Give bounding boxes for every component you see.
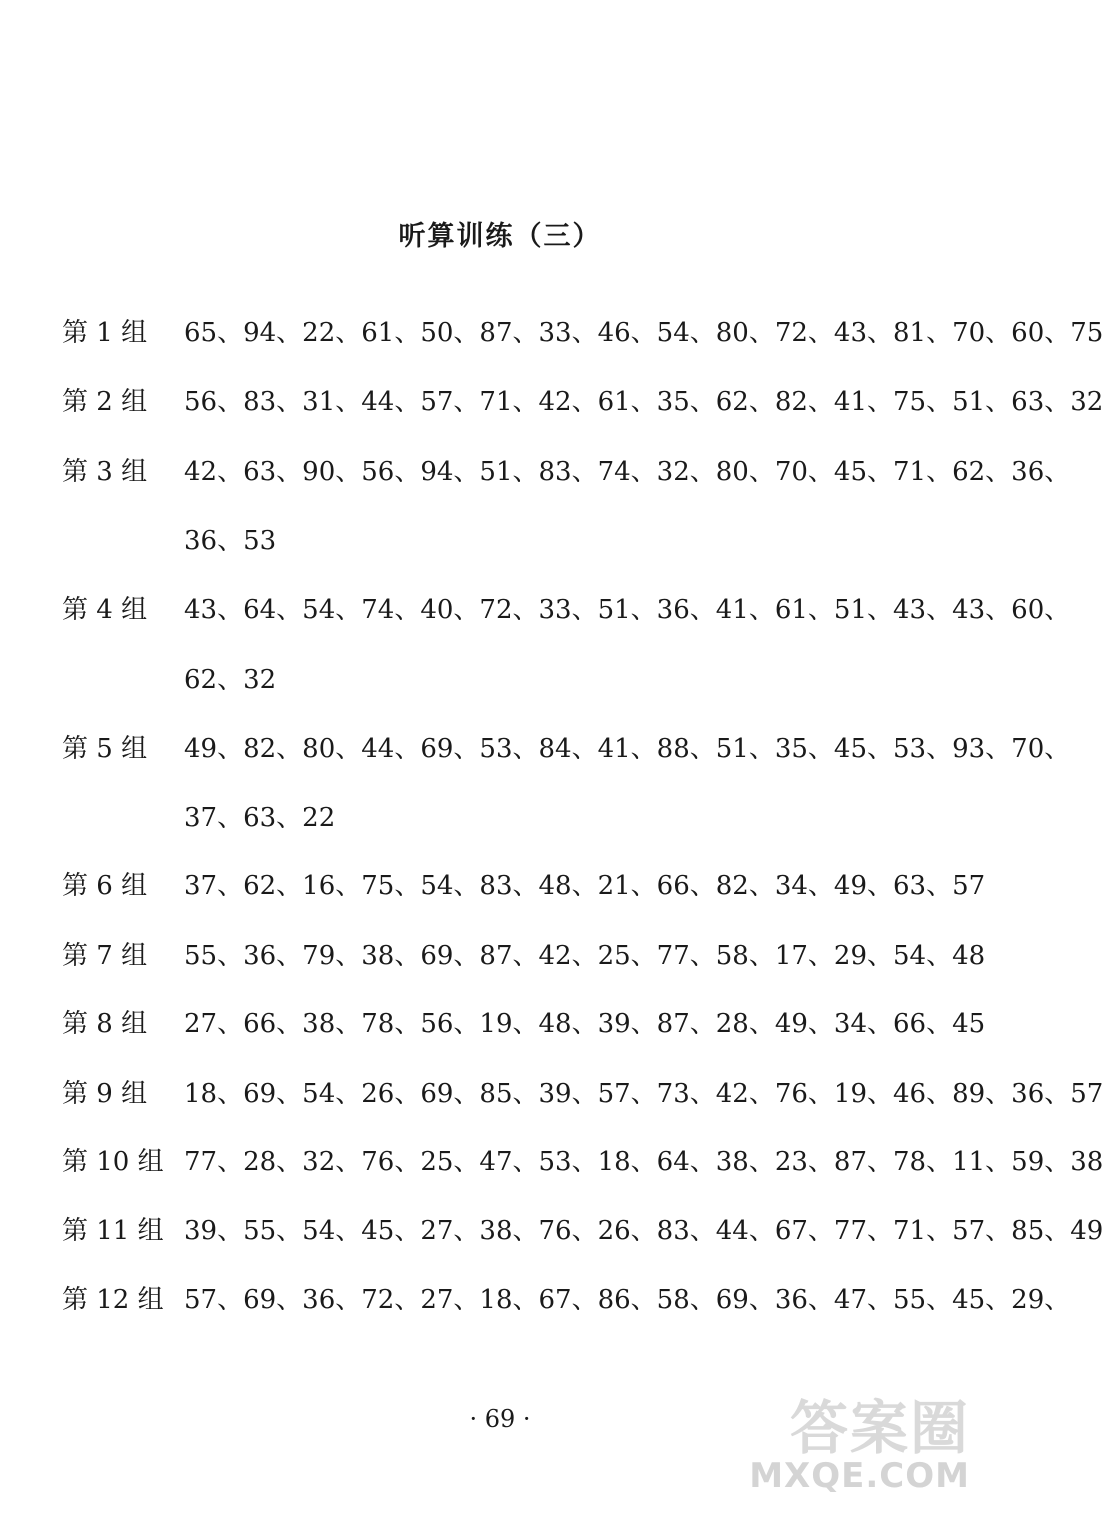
group-row — [62, 1211, 1103, 1251]
group-numbers: 65、94、22、61、50、87、33、46、54、80、72、43、81、70、60、75 — [184, 318, 1103, 348]
group-label: 第 4 组 — [62, 595, 148, 625]
group-label: 第 3 组 — [62, 457, 148, 487]
group-numbers-continued: 62、32 — [184, 665, 277, 695]
group-row — [62, 936, 985, 976]
group-numbers: 37、62、16、75、54、83、48、21、66、82、34、49、63、57 — [184, 871, 986, 901]
group-row — [62, 313, 1103, 353]
site-watermark — [749, 1381, 970, 1496]
page-title: 听算训练（三） — [398, 221, 602, 252]
group-numbers: 42、63、90、56、94、51、83、74、32、80、70、45、71、62、36、 — [184, 457, 1071, 487]
group-numbers-continued: 37、63、22 — [184, 803, 336, 833]
group-label: 第 5 组 — [62, 734, 148, 764]
group-label: 第 9 组 — [62, 1079, 148, 1109]
group-numbers: 77、28、32、76、25、47、53、18、64、38、23、87、78、11、59、38 — [184, 1147, 1103, 1177]
group-numbers: 43、64、54、74、40、72、33、51、36、41、61、51、43、43、60、 — [184, 595, 1071, 625]
group-row — [62, 1280, 1070, 1320]
group-label: 第 8 组 — [62, 1009, 148, 1039]
group-row — [62, 1074, 1103, 1114]
group-label: 第 1 组 — [62, 318, 148, 348]
group-numbers: 39、55、54、45、27、38、76、26、83、44、67、77、71、57、85、49 — [184, 1216, 1103, 1246]
group-row — [62, 729, 1070, 769]
group-label: 第 10 组 — [62, 1147, 164, 1177]
group-row — [62, 1004, 985, 1044]
page-number: · 69 · — [469, 1405, 531, 1433]
watermark-url: MXQE.COM — [749, 1456, 970, 1496]
group-label: 第 2 组 — [62, 387, 148, 417]
group-numbers: 18、69、54、26、69、85、39、57、73、42、76、19、46、89、36、57 — [184, 1079, 1103, 1109]
group-numbers: 57、69、36、72、27、18、67、86、58、69、36、47、55、45、29、 — [184, 1285, 1071, 1315]
group-row — [62, 590, 1070, 630]
group-numbers: 56、83、31、44、57、71、42、61、35、62、82、41、75、51、63、32 — [184, 387, 1103, 417]
group-numbers: 27、66、38、78、56、19、48、39、87、28、49、34、66、45 — [184, 1009, 986, 1039]
group-label: 第 6 组 — [62, 871, 148, 901]
group-row — [62, 452, 1070, 492]
group-numbers: 55、36、79、38、69、87、42、25、77、58、17、29、54、48 — [184, 941, 986, 971]
group-numbers-continued: 36、53 — [184, 526, 277, 556]
group-row — [62, 1142, 1103, 1182]
group-label: 第 7 组 — [62, 941, 148, 971]
group-label: 第 12 组 — [62, 1285, 164, 1315]
group-label: 第 11 组 — [62, 1216, 164, 1246]
group-row — [62, 382, 1103, 422]
group-numbers: 49、82、80、44、69、53、84、41、88、51、35、45、53、93、70、 — [184, 734, 1071, 764]
watermark-logo-text: 答案圈 — [789, 1394, 970, 1462]
group-row — [62, 866, 985, 906]
